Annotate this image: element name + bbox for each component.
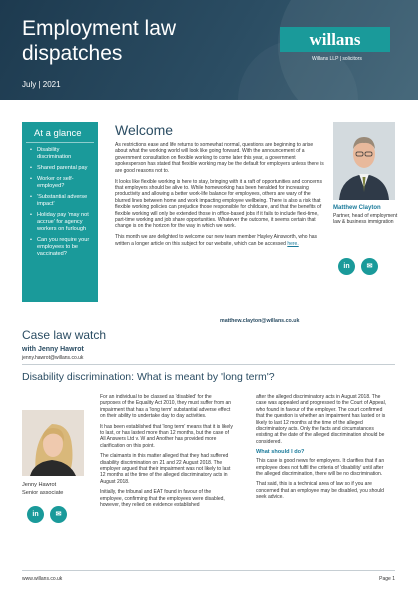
article-paragraph: Initially, the tribunal and EAT found in favour of the employee, confirming that the employees were disabled, however, they relied on evidence established bbox=[100, 489, 225, 509]
article-link[interactable]: here. bbox=[287, 240, 299, 247]
article-paragraph: The claimants in this matter alleged that they had suffered disability discrimination on 21 and 22 August 2018. The employer argued that their impairment was not likely to last 12 months at the time of the alleged discriminatory acts in August 2018. bbox=[100, 453, 231, 485]
title-line-1: Employment law bbox=[22, 17, 177, 40]
article-column-1 bbox=[100, 394, 233, 513]
glance-item[interactable]: • Can you require your employees to be vaccinated? bbox=[30, 237, 93, 258]
email-icon[interactable]: ✉ bbox=[50, 506, 67, 523]
glance-item[interactable]: • Worker or self-employed? bbox=[30, 176, 93, 190]
article-paragraph: after the alleged discriminatory acts in August 2018. The case was appealed and progressed to the Court of Appeal, who found in favour of the employer. The court confirmed that the question is whether an impairment has lasted or is likely to last 12 months at the time of the alleged discriminatory acts. Only the facts and circumstances existing at the date of the alleged discrimination should be considered. bbox=[256, 394, 387, 445]
willans-logo: willans bbox=[280, 27, 390, 52]
article-paragraph: That said, this is a technical area of law so if you are concerned that an employee may be disabled, you should seek advice. bbox=[256, 481, 384, 501]
footer-url[interactable]: www.willans.co.uk bbox=[22, 576, 63, 582]
woman-portrait-icon bbox=[22, 410, 84, 476]
article-paragraph: This case is good news for employers. It clarifies that if an employee does not fulfil the criteria of 'disability' until after the alleged discrimination, there will be no discrimination. bbox=[256, 458, 385, 478]
glance-list bbox=[22, 143, 98, 258]
case-law-author: with Jenny Hawrot bbox=[22, 346, 84, 353]
glance-item[interactable]: • Holiday pay 'may not accrue' for agency workers on furlough bbox=[30, 212, 93, 233]
welcome-paragraph: As restrictions ease and life returns to somewhat normal, questions are beginning to arise about what the working world will look like going forward. With the announcement of a government consultation on flexible working to come later this year, a government spokesperson has stated that flexible working may be the default for employers unless there is are good reasons not to. bbox=[115, 142, 324, 174]
page-number: Page 1 bbox=[379, 576, 395, 582]
welcome-heading: Welcome bbox=[115, 122, 174, 138]
author-name: Matthew Clayton bbox=[333, 205, 381, 211]
case-law-email[interactable]: jenny.hawrot@willans.co.uk bbox=[22, 355, 84, 361]
jenny-role: Senior associate bbox=[22, 490, 64, 496]
welcome-paragraph: It looks like flexible working is here to stay, bringing with it a raft of opportunities and concerns that employers should be alive to. While homeworking has been heralded for increasing productivity and allowing a better work-life balance for employees, others are wary of the blurred lines between home and work impacting employee wellbeing. There is also a risk that flexible working policies can prejudice those responsible for childcare, and that the benefits of flexible working will only be extended those in office-based jobs if it fails to include flexi-time, part-time working and job share opportunities. Whatever the outcome, it seems certain that change is on the horizon for the way in which we work. bbox=[115, 178, 322, 230]
glance-item[interactable]: • 'Substantial adverse impact' bbox=[30, 194, 93, 208]
case-law-heading: Case law watch bbox=[22, 328, 107, 342]
welcome-paragraph-text: This month we are delighted to welcome our new team member Hayley Ainsworth, who has written a longer article on this subject for our website, which can be accessed bbox=[115, 234, 318, 247]
article-column-2 bbox=[256, 394, 389, 505]
what-to-do-heading: What should I do? bbox=[256, 449, 305, 456]
issue-date: July | 2021 bbox=[22, 80, 61, 89]
welcome-paragraph bbox=[115, 234, 325, 247]
at-a-glance-box bbox=[22, 122, 98, 302]
article-paragraph: It has been established that 'long term' means that it is likely to last, or has lasted more than 12 months, but the case of All Answers Ltd v. W and Another has provided more clarification on this point. bbox=[100, 423, 233, 449]
author-role: Partner, head of employment law & business immigration bbox=[333, 213, 398, 225]
logo-subtitle: Willans LLP | solicitors bbox=[312, 56, 362, 62]
newsletter-title bbox=[22, 16, 222, 66]
welcome-body bbox=[115, 142, 325, 252]
glance-heading: At a glance bbox=[26, 122, 94, 143]
article-heading: Disability discrimination: What is meant by 'long term'? bbox=[22, 371, 275, 383]
email-icon[interactable]: ✉ bbox=[361, 258, 378, 275]
divider bbox=[22, 364, 395, 365]
glance-item[interactable]: • Disability discrimination bbox=[30, 147, 93, 161]
glance-item[interactable]: • Shared parental pay bbox=[30, 165, 93, 172]
masthead bbox=[0, 0, 418, 100]
jenny-photo bbox=[22, 410, 84, 476]
title-line-2: dispatches bbox=[22, 42, 123, 65]
jenny-name: Jenny Hawrot bbox=[22, 482, 57, 488]
linkedin-icon[interactable]: in bbox=[27, 506, 44, 523]
author-email[interactable]: matthew.clayton@willans.co.uk bbox=[220, 318, 300, 324]
footer-divider bbox=[22, 570, 395, 571]
author-photo bbox=[333, 122, 395, 200]
article-paragraph: For an individual to be classed as 'disabled' for the purposes of the Equality Act 2010, they must suffer from an impairment that has a 'long term' substantial adverse effect on their ability to undertake day to day activities. bbox=[100, 394, 232, 420]
man-portrait-icon bbox=[333, 122, 395, 200]
linkedin-icon[interactable]: in bbox=[338, 258, 355, 275]
